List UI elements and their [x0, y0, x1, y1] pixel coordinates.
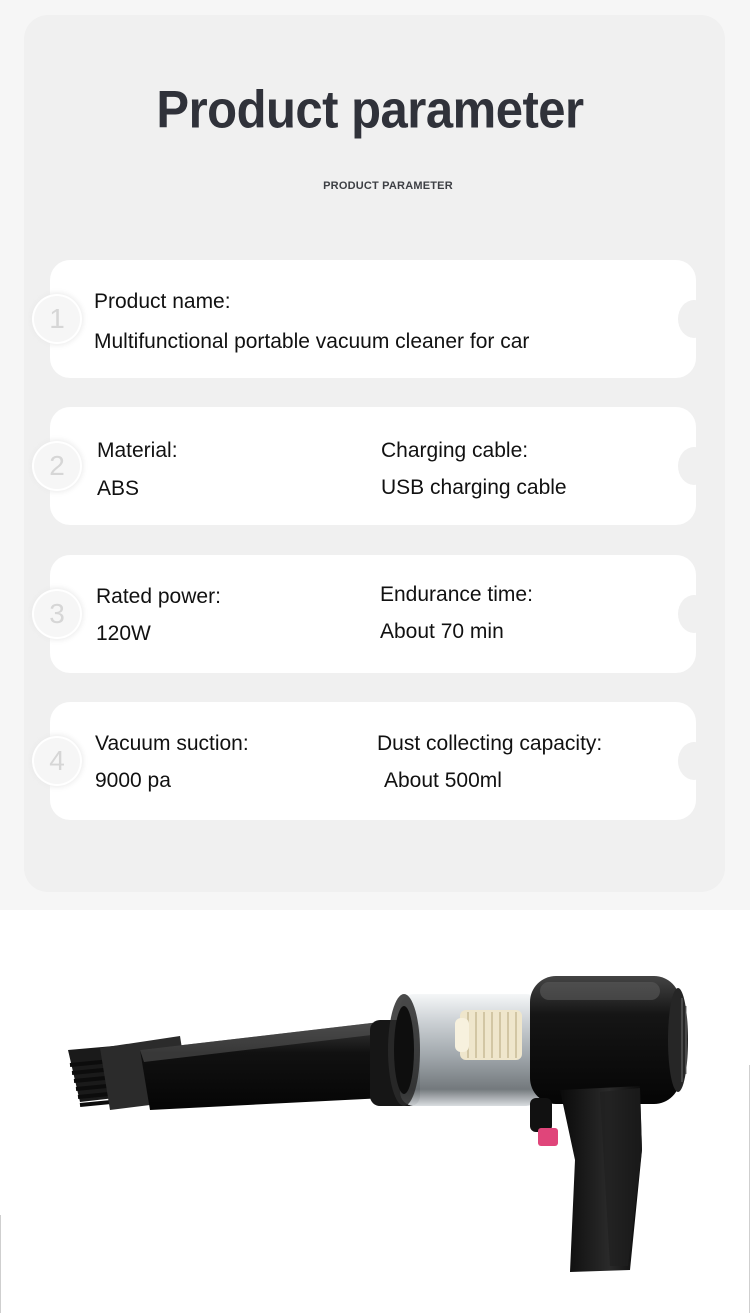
step-number-badge: 4 [34, 738, 80, 784]
spec-card-suction [50, 702, 696, 820]
spec-card-power [50, 555, 696, 673]
handheld-car-vacuum-illustration [0, 910, 750, 1313]
spec-value: Multifunctional portable vacuum cleaner for car [94, 330, 530, 353]
step-number-badge: 1 [34, 296, 80, 342]
page-subtitle: PRODUCT PARAMETER [323, 180, 453, 192]
spec-value: USB charging cable [381, 476, 567, 499]
step-number-badge: 2 [34, 443, 80, 489]
spec-card-material [50, 407, 696, 525]
spec-label: Dust collecting capacity: [377, 732, 603, 755]
spec-label: Rated power: [96, 585, 221, 608]
spec-value: ABS [97, 477, 140, 500]
spec-label: Product name: [94, 290, 231, 313]
spec-label: Material: [97, 439, 178, 462]
power-switch [530, 1098, 552, 1132]
filter-cartridge [455, 1010, 522, 1060]
spec-label: Charging cable: [381, 439, 529, 462]
page-title: Product parameter [156, 80, 584, 140]
card-notch [678, 595, 710, 633]
spec-value: About 500ml [384, 769, 502, 792]
spec-value: 9000 pa [95, 769, 171, 792]
spec-card-product-name [50, 260, 696, 378]
card-notch [678, 447, 710, 485]
indicator-button [538, 1128, 558, 1146]
card-notch [678, 742, 710, 780]
step-number-badge: 3 [34, 591, 80, 637]
spec-label: Endurance time: [380, 583, 533, 606]
spec-value: About 70 min [380, 620, 504, 643]
card-notch [678, 300, 710, 338]
spec-label: Vacuum suction: [95, 732, 249, 755]
spec-value: 120W [96, 622, 151, 645]
product-photo-area [0, 910, 750, 1313]
